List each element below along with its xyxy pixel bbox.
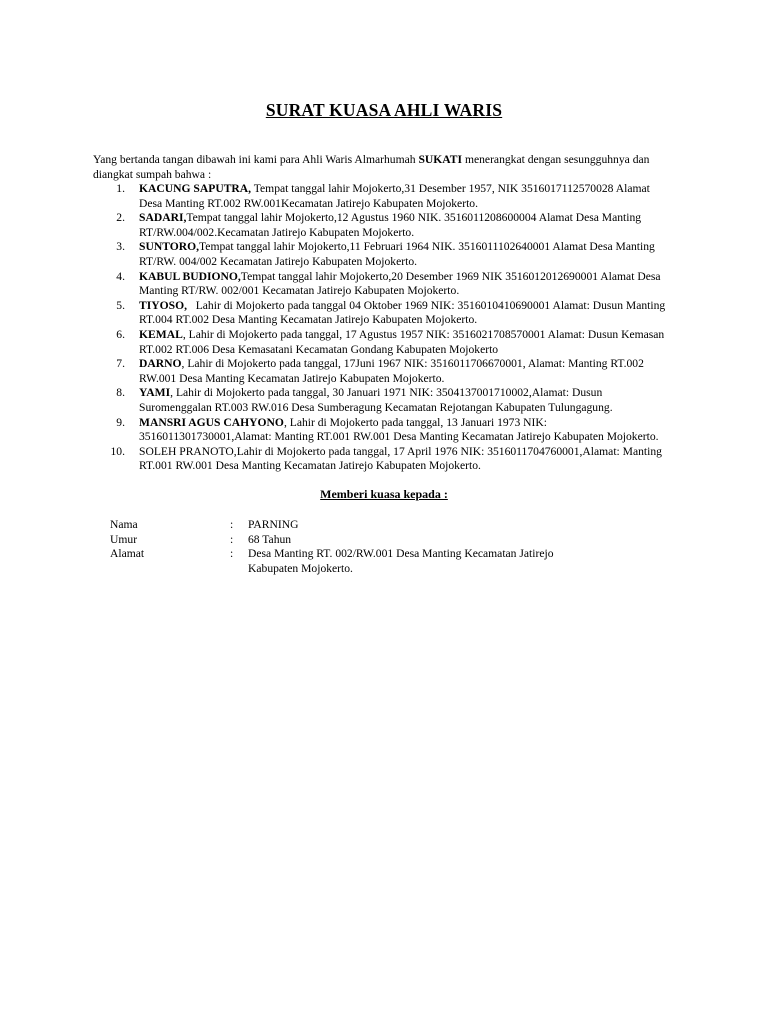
intro-text-after: menerangkat dengan sesungguhnya dan diangkat sumpah bahwa : <box>93 153 650 181</box>
heir-item <box>93 386 673 415</box>
heir-name: KEMAL <box>139 327 183 341</box>
heir-item <box>93 211 673 240</box>
heir-detail: Tempat tanggal lahir Mojokerto,31 Desember 1957, NIK 3516017112570028 Alamat Desa Manting RT.002 RW.001Kecamatan Jatirejo Kabupaten Mojokerto. <box>139 182 650 210</box>
intro-text-before: Yang bertanda tangan dibawah ini kami para Ahli Waris Almarhumah <box>93 153 419 166</box>
heir-number: 1. <box>116 182 125 195</box>
field-value: 68 Tahun <box>248 532 292 546</box>
recipient-row-umur <box>110 533 590 548</box>
heir-number: 8. <box>116 386 125 400</box>
heir-item <box>93 328 673 357</box>
field-value: Desa Manting RT. 002/RW.001 Desa Manting Kecamatan Jatirejo Kabupaten Mojokerto. <box>248 547 554 575</box>
field-separator: : <box>230 518 234 531</box>
heir-detail: Tempat tanggal lahir Mojokerto,20 Desember 1969 NIK 3516012012690001 Alamat Desa Manting RT/RW. 002/001 Kecamatan Jatirejo Kabupaten Mojokerto. <box>139 269 661 298</box>
document-title: SURAT KUASA AHLI WARIS <box>265 100 503 120</box>
heirs-list <box>93 182 673 474</box>
heir-detail: SOLEH PRANOTO,Lahir di Mojokerto pada tanggal, 17 April 1976 NIK: 3516011704760001,Alamat: Manting RT.001 RW.001 Desa Manting Kecamatan Jatirejo Kabupaten Mojokerto. <box>139 444 662 473</box>
heir-number: 2. <box>116 211 125 225</box>
intro-paragraph <box>93 153 673 182</box>
heir-item <box>93 445 673 474</box>
heir-detail: , Lahir di Mojokerto pada tanggal, 13 Januari 1973 NIK: 3516011301730001,Alamat: Manting RT.001 RW.001 Desa Manting Kecamatan Jatirejo Kabupaten Mojokerto. <box>139 415 659 444</box>
heir-name: YAMI <box>139 386 171 400</box>
field-label: Nama <box>110 518 138 531</box>
recipient-row-nama <box>110 518 590 533</box>
heir-number: 10. <box>110 444 125 458</box>
heir-number: 6. <box>116 327 125 341</box>
heir-name: MANSRI AGUS CAHYONO <box>139 415 284 429</box>
heir-name: SADARI, <box>139 211 187 225</box>
heir-name: TIYOSO, <box>139 298 187 312</box>
deceased-name: SUKATI <box>418 153 463 166</box>
heir-name: KACUNG SAPUTRA, <box>139 182 252 195</box>
heir-number: 4. <box>116 269 125 283</box>
heir-name: KABUL BUDIONO, <box>139 269 241 283</box>
recipient-row-alamat <box>110 547 590 576</box>
heir-detail: Lahir di Mojokerto pada tanggal 04 Oktober 1969 NIK: 3516010410690001 Alamat: Dusun Manting RT.004 RT.002 Desa Manting Kecamatan Jatirejo Kabupaten Mojokerto. <box>139 298 669 327</box>
heir-number: 3. <box>116 240 125 254</box>
field-separator: : <box>230 547 234 561</box>
field-label: Umur <box>110 532 138 546</box>
heir-item <box>93 357 673 386</box>
heir-detail: , Lahir di Mojokerto pada tanggal, 30 Januari 1971 NIK: 3504137001710002,Alamat: Dusun Suromenggalan RT.003 RW.016 Desa Sumberagung Kecamatan Rejotangan Kabupaten Tulungagung. <box>139 386 613 414</box>
heir-detail: , Lahir di Mojokerto pada tanggal, 17Juni 1967 NIK: 3516011706670001, Alamat: Manting RT.002 RW.001 Desa Manting Kecamatan Jatirejo Kabupaten Mojokerto. <box>139 357 644 385</box>
recipient-info <box>110 518 590 576</box>
heir-number: 7. <box>116 357 125 371</box>
heir-detail: , Lahir di Mojokerto pada tanggal, 17 Agustus 1957 NIK: 3516021708570001 Alamat: Dusun Kemasan RT.002 RT.006 Desa Kemasatani Kecamatan Gondang Kabupaten Mojokerto <box>139 327 665 356</box>
heir-number: 5. <box>116 298 125 312</box>
heir-item <box>93 240 673 269</box>
section-subtitle: Memberi kuasa kepada : <box>320 487 448 501</box>
field-value: PARNING <box>248 518 299 531</box>
heir-item <box>93 416 673 445</box>
heir-detail: Tempat tanggal lahir Mojokerto,11 Februari 1964 NIK. 3516011102640001 Alamat Desa Manting RT/RW. 004/002 Kecamatan Jatirejo Kabupaten Mojokerto. <box>139 240 655 268</box>
field-label: Alamat <box>110 547 145 561</box>
field-separator: : <box>230 532 234 546</box>
heir-item <box>93 182 673 211</box>
heir-name: SUNTORO, <box>139 240 200 254</box>
heir-detail: Tempat tanggal lahir Mojokerto,12 Agustus 1960 NIK. 3516011208600004 Alamat Desa Manting RT/RW.004/002.Kecamatan Jatirejo Kabupaten Mojokerto. <box>139 211 642 239</box>
heir-item <box>93 270 673 299</box>
heir-item <box>93 299 673 328</box>
heir-name: DARNO <box>139 357 182 371</box>
heir-number: 9. <box>116 415 125 429</box>
